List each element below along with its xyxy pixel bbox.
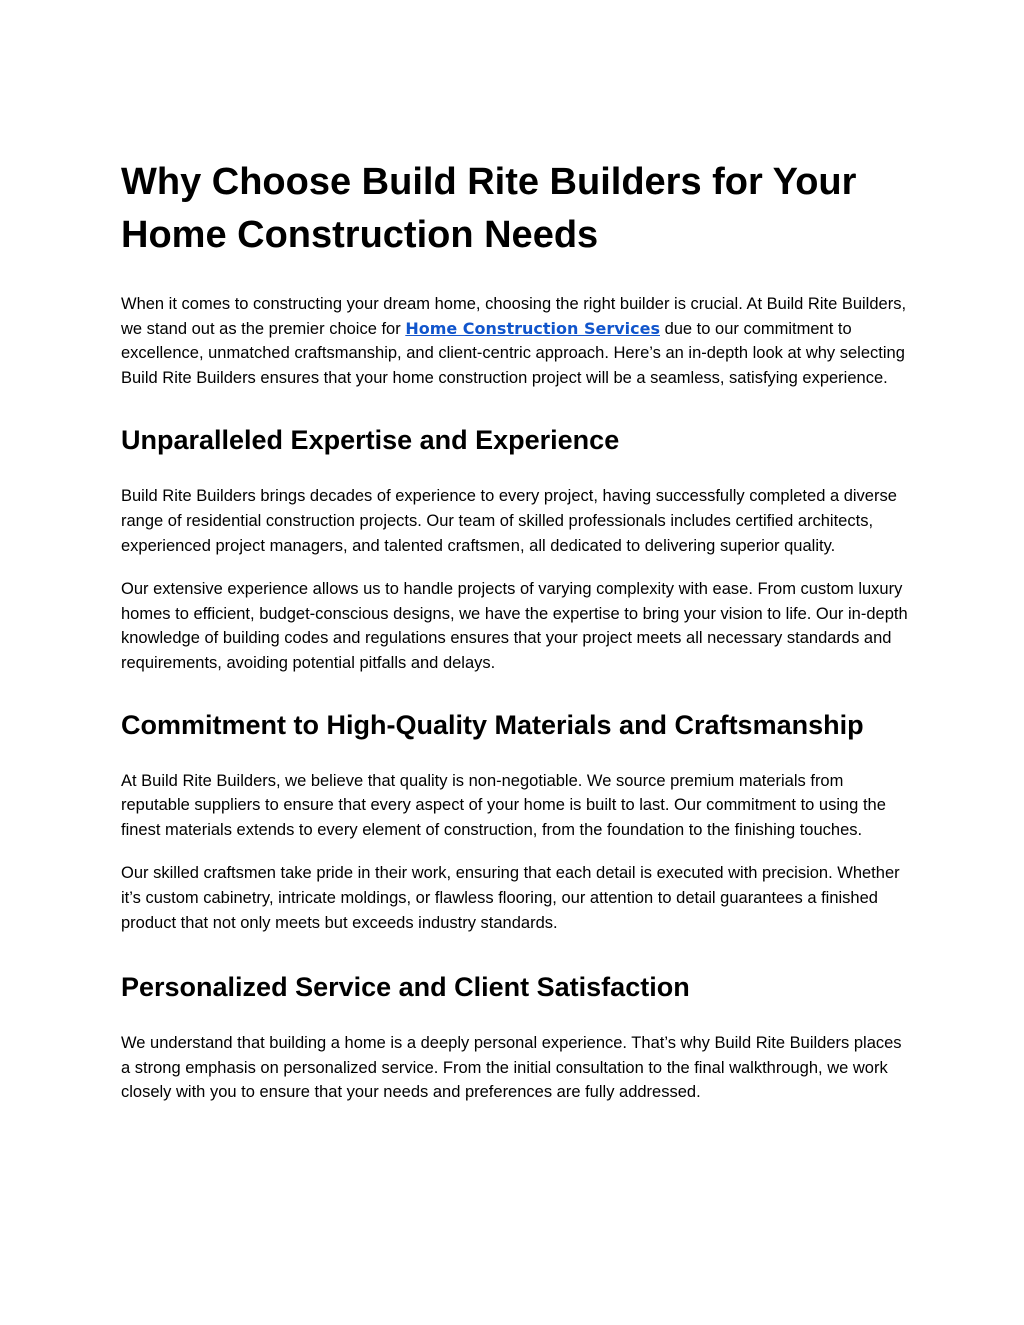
- intro-paragraph: [121, 292, 911, 390]
- expertise-paragraph-2: Our extensive experience allows us to handle projects of varying complexity with ease. From custom luxury homes to efficient, budget-conscious designs, we have the expertise to bring your vision to life. Our in-depth knowledge of building codes and regulations ensures that your project meets all necessary standards and requirements, avoiding potential pitfalls and delays.: [121, 580, 908, 672]
- document-page: [121, 156, 911, 1105]
- section-heading-quality: Commitment to High-Quality Materials and Craftsmanship: [121, 709, 864, 740]
- personalized-service-paragraph-1: We understand that building a home is a deeply personal experience. That’s why Build Rite Builders places a strong emphasis on personalized service. From the initial consultation to the final walkthrough, we work closely with you to ensure that your needs and preferences are fully addressed.: [121, 1034, 902, 1102]
- expertise-paragraph-1: Build Rite Builders brings decades of experience to every project, having successfully completed a diverse range of residential construction projects. Our team of skilled professionals includes certified architects, experienced project managers, and talented craftsmen, all dedicated to delivering superior quality.: [121, 487, 897, 555]
- intro-text-after-link: due to our commitment to excellence, unmatched craftsmanship, and client-centric approach. Here’s an in-depth look at why selecting Build Rite Builders ensures that your home construction project will be a seamless, satisfying experience.: [121, 319, 905, 387]
- quality-paragraph-2: Our skilled craftsmen take pride in their work, ensuring that each detail is executed with precision. Whether it’s custom cabinetry, intricate moldings, or flawless flooring, our attention to detail guarantees a finished product that not only meets but exceeds industry standards.: [121, 864, 900, 932]
- intro-text-before-link: When it comes to constructing your dream home, choosing the right builder is crucial. At Build Rite Builders, we stand out as the premier choice for: [121, 295, 907, 338]
- page-title: Why Choose Build Rite Builders for Your Home Construction Needs: [121, 161, 857, 256]
- quality-paragraph-1: At Build Rite Builders, we believe that quality is non-negotiable. We source premium materials from reputable suppliers to ensure that every aspect of your home is built to last. Our commitment to using the finest materials extends to every element of construction, from the foundation to the finishing touches.: [121, 771, 886, 839]
- section-heading-expertise: Unparalleled Expertise and Experience: [121, 425, 620, 456]
- section-heading-personalized-service: Personalized Service and Client Satisfaction: [121, 972, 690, 1003]
- home-construction-services-link[interactable]: Home Construction Services: [405, 318, 660, 338]
